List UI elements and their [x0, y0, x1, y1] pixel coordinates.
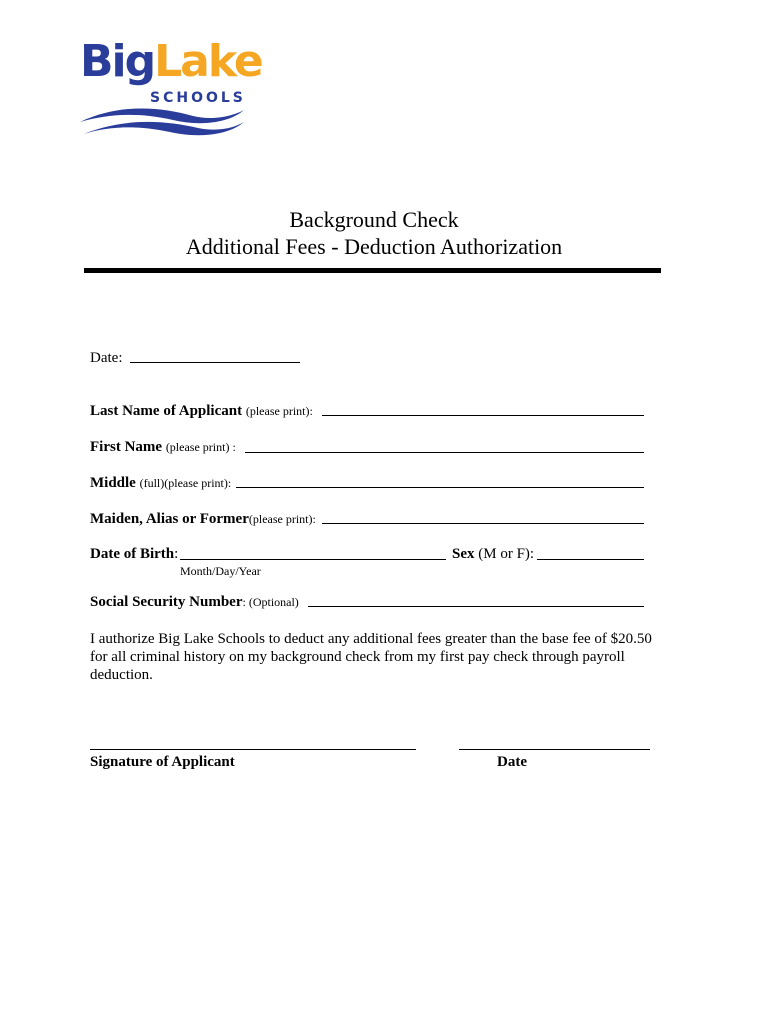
- form-subtitle: Additional Fees - Deduction Authorization: [185, 234, 563, 259]
- logo-schools-text: SCHOOLS: [150, 90, 246, 106]
- dob-label: Date of Birth:: [90, 546, 179, 562]
- middle-name-field[interactable]: [236, 487, 644, 488]
- logo-wordmark: BigLake: [80, 36, 262, 87]
- dob-field[interactable]: [180, 559, 446, 560]
- form-title: Background Check: [289, 207, 459, 232]
- last-name-field[interactable]: [322, 415, 644, 416]
- logo-waves-icon: [78, 102, 248, 138]
- sex-label: Sex (M or F):: [452, 546, 535, 562]
- sex-field[interactable]: [537, 559, 644, 560]
- dob-format-hint: Month/Day/Year: [180, 564, 261, 578]
- last-name-label: Last Name of Applicant (please print):: [90, 403, 313, 419]
- first-name-field[interactable]: [245, 452, 644, 453]
- signature-date-field[interactable]: [459, 749, 650, 750]
- middle-name-label: Middle (full)(please print):: [90, 475, 232, 491]
- ssn-field[interactable]: [308, 606, 644, 607]
- maiden-name-field[interactable]: [322, 523, 644, 524]
- applicant-signature-field[interactable]: [90, 749, 416, 750]
- authorization-statement: I authorize Big Lake Schools to deduct any additional fees greater than the base fee of $20.50 for all criminal history on my background check from my first pay check through payroll deduction.: [90, 631, 652, 683]
- first-name-label: First Name (please print) :: [90, 439, 236, 455]
- big-lake-schools-logo: [78, 36, 262, 140]
- title-divider: [84, 268, 661, 273]
- ssn-label: Social Security Number: (Optional): [90, 594, 299, 610]
- signature-date-label: Date: [497, 754, 527, 770]
- maiden-name-label: Maiden, Alias or Former(please print):: [90, 511, 316, 527]
- date-field[interactable]: [130, 362, 300, 363]
- signature-applicant-label: Signature of Applicant: [90, 754, 235, 770]
- date-label: Date:: [90, 350, 123, 366]
